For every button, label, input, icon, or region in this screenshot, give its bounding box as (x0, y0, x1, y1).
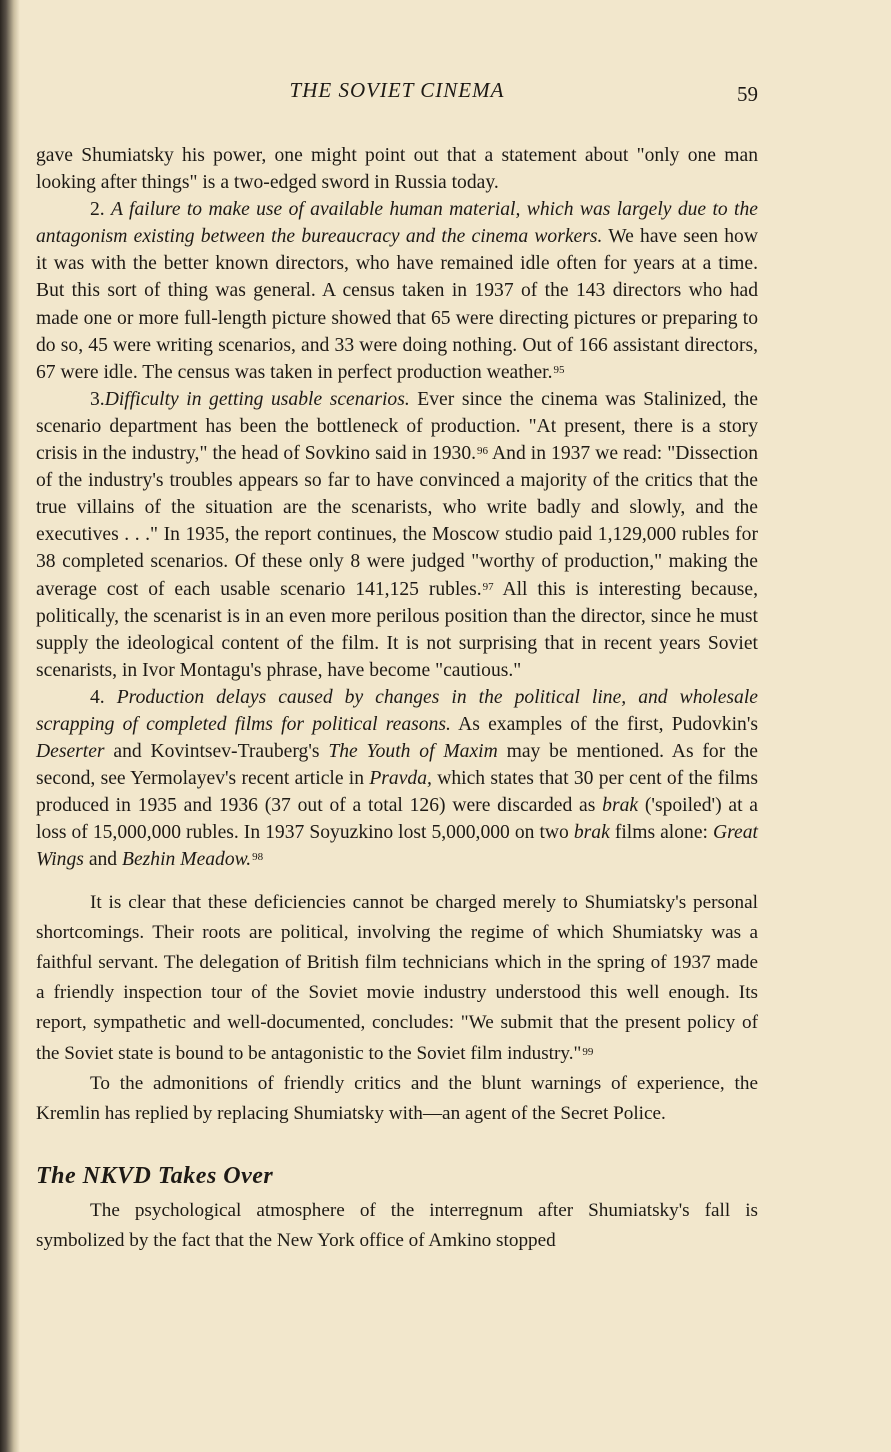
footnote-ref: 95 (553, 363, 565, 376)
item-title: Production delays caused by changes in the political line, and wholesale scrapping of completed films for political reasons. (36, 686, 758, 735)
item-title: A failure to make use of available human material, which was largely due to the antagonism existing between the bureaucracy and the cinema workers. (36, 199, 758, 248)
page-number: 59 (737, 82, 758, 106)
footnote-ref: 98 (252, 851, 264, 864)
list-item-4: 4. Production delays caused by changes in the political line, and wholesale scrapping of completed films for political reasons. As examples of the first, Pudovkin's Deserter and Kovintsev-Trauberg's The Youth of Maxim may be mentioned. As for the second, see Yermolayev's recent article in Pravda, which states that 30 per cent of the films produced in 1935 and 1936 (37 out of a total 126) were discarded as brak ('spoiled') at a loss of 15,000,000 rubles. In 1937 Soyuzkino lost 5,000,000 on two brak films alone: Great Wings and Bezhin Meadow.$^{98}$ (36, 686, 759, 871)
item-number: 2. (90, 199, 105, 221)
footnote-ref: 97 (482, 580, 494, 593)
paragraph-clear: It is clear that these deficiencies cannot be charged merely to Shumiatsky's personal shortcomings. Their roots are political, involving the regime of which Shumiatsky was a faithful servant. The delegation of British film technicians which in the spring of 1937 made a friendly inspection tour of the Soviet movie industry understood this well enough. Its report, sympathetic and well-documented, concludes: "We submit that the present policy of the Soviet state is bound to be antagonistic to the Soviet film industry."$^{99}$ (36, 891, 758, 1064)
paragraph-admonitions: To the admonitions of friendly critics and the blunt warnings of experience, the Kremlin has replied by replacing Shumiatsky with—an agent of the Secret Police. (36, 1072, 758, 1124)
paragraph-intro: gave Shumiatsky his power, one might point out that a statement about "only one man looking after things" is a two-edged sword in Russia today. (36, 145, 758, 194)
spacer (36, 874, 758, 888)
book-spine-shadow (0, 0, 20, 1452)
running-head (36, 72, 758, 108)
paragraph-final: The psychological atmosphere of the interregnum after Shumiatsky's fall is symbolized by the fact that the New York office of Amkino stopped (36, 1200, 758, 1252)
section-text (36, 1196, 758, 1256)
list-item-3: 3.Difficulty in getting usable scenarios. Ever since the cinema was Stalinized, the scenario department has been the bottleneck of production. "At present, there is a story crisis in the industry," the head of Sovkino said in 1930.96 And in 1937 we read: "Dissection of the industry's troubles appears so far to have convinced a majority of the critics that the true villains of the situation are the scenarists, who write badly and slowly, and the executives . . ." In 1935, the report continues, the Moscow studio paid 1,129,000 rubles for 38 completed scenarios. Of these only 8 were judged "worthy of production," making the average cost of each usable scenario 141,125 rubles.$^{97}$ All this is interesting because, politically, the scenarist is in an even more perilous position than the director, since he must supply the ideological content of the film. It is not surprising that in recent years Soviet scenarists, in Ivor Montagu's phrase, have become "cautious." (36, 388, 759, 681)
body-text (36, 142, 758, 1129)
footnote-ref: 96 (477, 445, 489, 458)
wide-section (36, 888, 758, 1130)
footnote-ref: 99 (582, 1045, 594, 1058)
item-number: 3. (90, 388, 105, 410)
book-page (36, 72, 758, 1257)
item-number: 4. (90, 686, 105, 708)
item-title: Difficulty in getting usable scenarios. (104, 388, 410, 410)
section-heading: The NKVD Takes Over (36, 1163, 274, 1190)
running-title: THE SOVIET CINEMA (289, 78, 505, 102)
list-item-2: 2. A failure to make use of available human material, which was largely due to the antagonism existing between the bureaucracy and the cinema workers. We have seen how it was with the better known directors, who have remained idle often for years at a time. But this sort of thing was general. A census taken in 1937 of the 143 directors who had made one or more full-length picture showed that 65 were directing pictures or preparing to do so, 45 were writing scenarios, and 33 were doing nothing. Out of 166 assistant directors, 67 were idle. The census was taken in perfect production weather.$^{95}$ (36, 199, 759, 383)
